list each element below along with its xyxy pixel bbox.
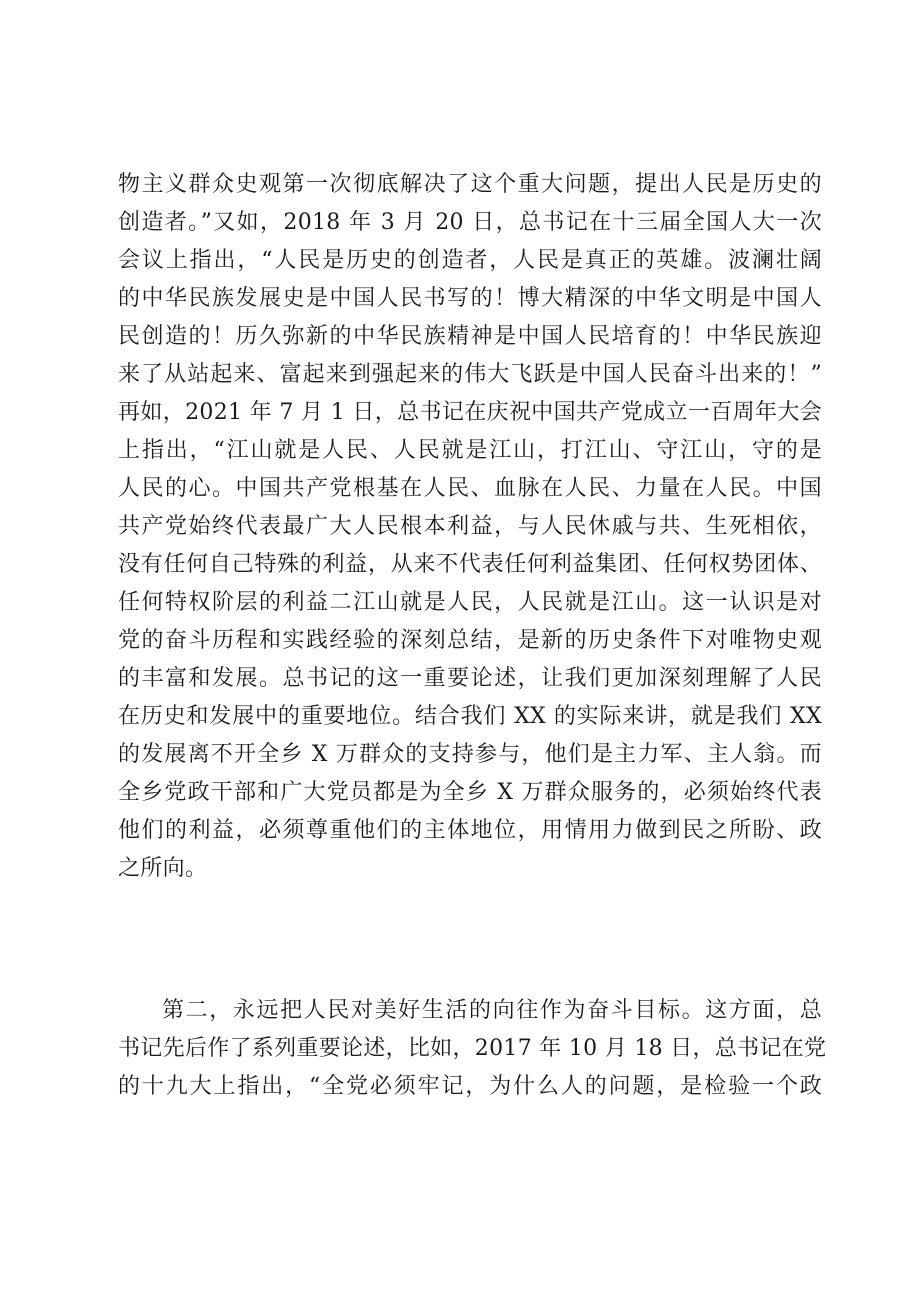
text-line: 之所向。 [118,856,208,881]
text-line: 来了从站起来、富起来到强起来的伟大飞跃是中国人民奋斗出来的！” [118,362,822,387]
text-line: 民创造的！历久弥新的中华民族精神是中国人民培育的！中华民族迎 [118,324,822,349]
paragraph-2 [118,992,827,1106]
text-line: 的丰富和发展。总书记的这一重要论述，让我们更加深刻理解了人民 [118,666,822,691]
text-line: 没有任何自己特殊的利益，从来不代表任何利益集团、任何权势团体、 [118,552,822,577]
text-line: 共产党始终代表最广大人民根本利益，与人民休戚与共、生死相依， [118,514,822,539]
text-line: 党的奋斗历程和实践经验的深刻总结，是新的历史条件下对唯物史观 [118,628,822,653]
text-line: 上指出，“江山就是人民、人民就是江山，打江山、守江山，守的是 [118,438,822,463]
text-line: 人民的心。中国共产党根基在人民、血脉在人民、力量在人民。中国 [118,476,822,501]
paragraph-1 [118,166,822,888]
text-line: 再如，2021 年 7 月 1 日，总书记在庆祝中国共产党成立一百周年大会 [118,400,822,425]
text-line: 的中华民族发展史是中国人民书写的！博大精深的中华文明是中国人 [118,286,822,311]
text-line: 书记先后作了系列重要论述，比如，2017 年 10 月 18 日，总书记在党 [118,1036,827,1061]
text-line: 会议上指出，“人民是历史的创造者，人民是真正的英雄。波澜壮阔 [118,248,822,273]
text-line: 全乡党政干部和广大党员都是为全乡 X 万群众服务的，必须始终代表 [118,780,822,805]
text-line: 物主义群众史观第一次彻底解决了这个重大问题，提出人民是历史的 [118,172,822,197]
text-line: 的十九大上指出，“全党必须牢记，为什么人的问题，是检验一个政 [118,1074,822,1099]
text-line: 的发展离不开全乡 X 万群众的支持参与，他们是主力军、主人翁。而 [118,742,822,767]
text-line: 在历史和发展中的重要地位。结合我们 XX 的实际来讲，就是我们 XX [118,704,822,729]
text-line: 第二，永远把人民对美好生活的向往作为奋斗目标。这方面，总 [162,998,822,1023]
text-line: 创造者。”又如，2018 年 3 月 20 日，总书记在十三届全国人大一次 [118,210,822,235]
text-line: 他们的利益，必须尊重他们的主体地位，用情用力做到民之所盼、政 [118,818,822,843]
text-line: 任何特权阶层的利益二江山就是人民，人民就是江山。这一认识是对 [118,590,822,615]
